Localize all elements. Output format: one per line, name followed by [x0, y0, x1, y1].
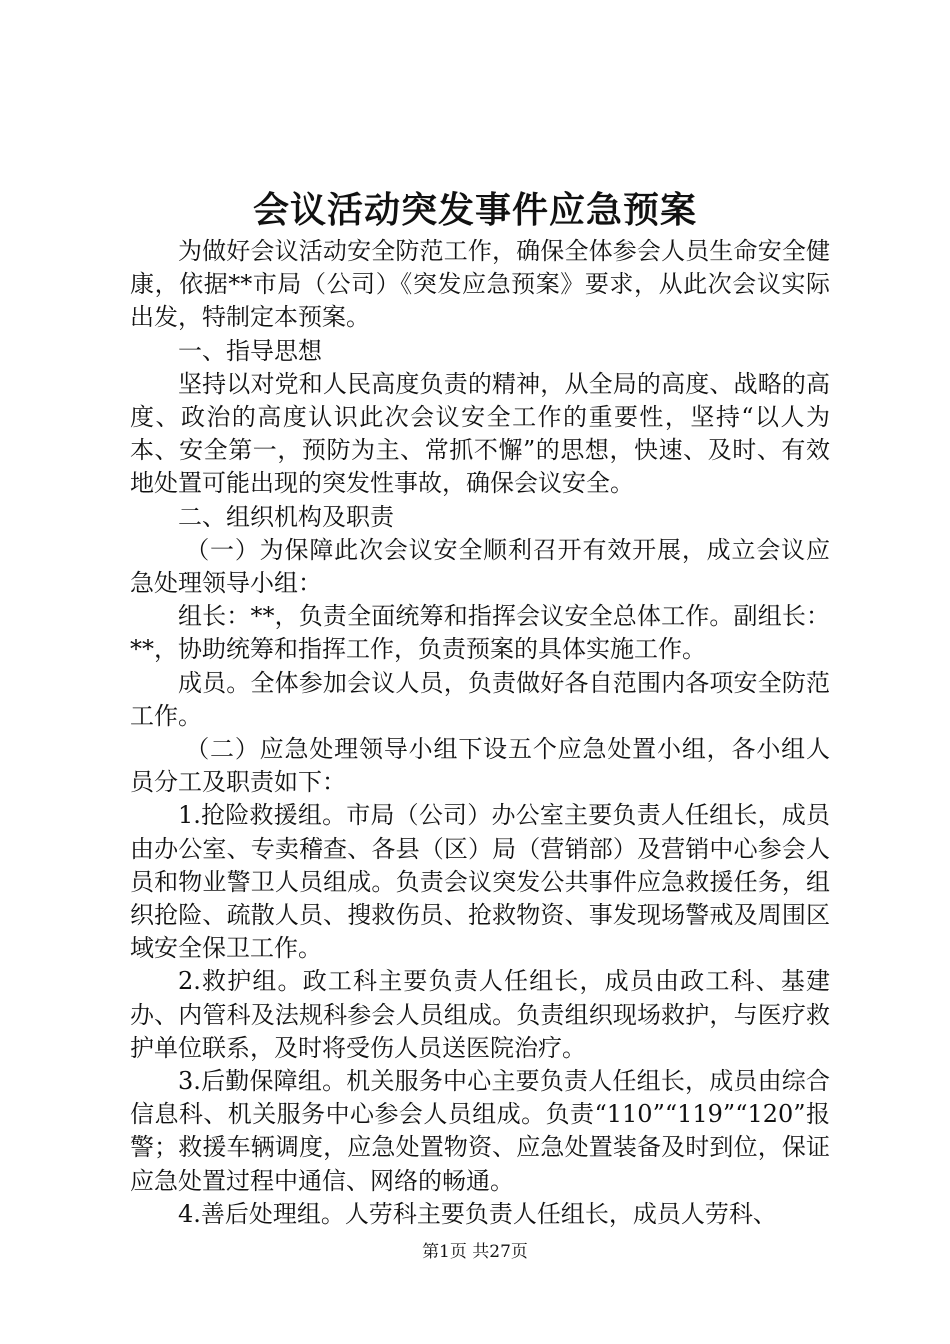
group-medical: 2.救护组。政工科主要负责人任组长，成员由政工科、基建办、内管科及法规科参会人员组成。负责组织现场救护，与医疗救护单位联系，及时将受伤人员送医院治疗。 [130, 967, 830, 1062]
paragraph-leader: 组长：**，负责全面统筹和指挥会议安全总体工作。副组长：**，协助统筹和指挥工作，负责预案的具体实施工作。 [130, 602, 830, 664]
heading-organization: 二、组织机构及职责 [178, 502, 394, 531]
paragraph-intro: 为做好会议活动安全防范工作，确保全体参会人员生命安全健康，依据**市局（公司）《突发应急预案》要求，从此次会议实际出发，特制定本预案。 [130, 237, 830, 332]
subsection-1: （一）为保障此次会议安全顺利召开有效开展，成立会议应急处理领导小组： [130, 535, 830, 598]
group-logistics: 3.后勤保障组。机关服务中心主要负责人任组长，成员由综合信息科、机关服务中心参会人员组成。负责“110”“119”“120”报警；救援车辆调度，应急处置物资、应急处置装备及时到位，保证应急处置过程中通信、网络的畅通。 [130, 1067, 830, 1195]
heading-guiding-ideology: 一、指导思想 [178, 336, 322, 365]
subsection-2: （二）应急处理领导小组下设五个应急处置小组，各小组人员分工及职责如下： [130, 735, 830, 797]
document-body [130, 235, 830, 1231]
paragraph-guiding-ideology: 坚持以对党和人民高度负责的精神，从全局的高度、战略的高度、政治的高度认识此次会议安全工作的重要性，坚持“以人为本、安全第一，预防为主、常抓不懈”的思想，快速、及时、有效地处置可能出现的突发性事故，确保会议安全。 [130, 369, 830, 498]
page-footer: 第1页 共27页 [422, 1242, 528, 1262]
group-rescue: 1.抢险救援组。市局（公司）办公室主要负责人任组长，成员由办公室、专卖稽查、各县（区）局（营销部）及营销中心参会人员和物业警卫人员组成。负责会议突发公共事件应急救援任务，组织抢险、疏散人员、搜救伤员、抢救物资、事发现场警戒及周围区域安全保卫工作。 [130, 801, 830, 963]
group-aftermath: 4.善后处理组。人劳科主要负责人任组长，成员人劳科、 [178, 1199, 777, 1228]
document-title: 会议活动突发事件应急预案 [252, 189, 697, 231]
paragraph-members: 成员。全体参加会议人员，负责做好各自范围内各项安全防范工作。 [130, 668, 830, 730]
